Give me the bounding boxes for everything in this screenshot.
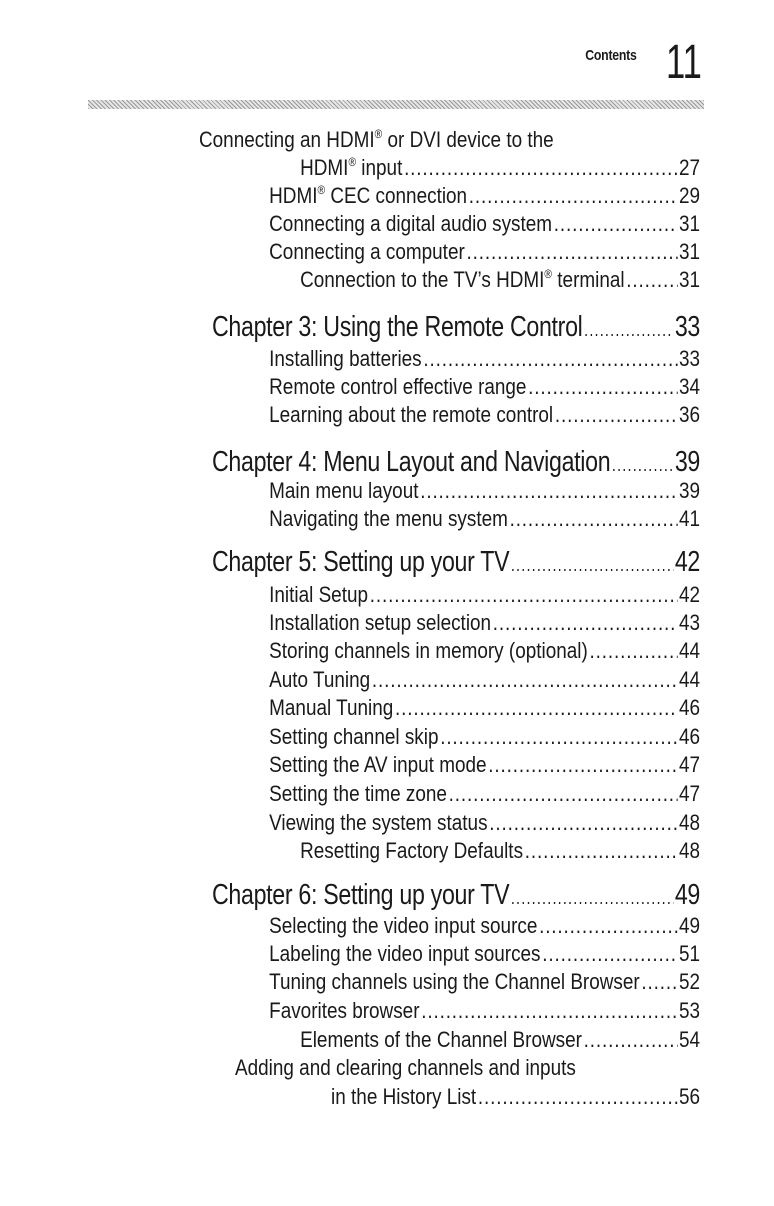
dot-leader: [440, 722, 677, 752]
dot-leader: [528, 372, 677, 402]
dot-leader: [423, 344, 677, 374]
toc-entry[interactable]: [269, 808, 700, 838]
toc-entry[interactable]: [269, 636, 700, 666]
toc-entry-title: Navigating the menu system: [269, 506, 508, 531]
toc-entry-title: Manual Tuning: [269, 695, 394, 720]
toc-entry-page: 36: [678, 402, 700, 427]
dot-leader: [370, 580, 677, 610]
dot-leader: [542, 939, 677, 969]
toc-entry-title: Setting the time zone: [269, 781, 447, 806]
toc-entry-title: Favorites browser: [269, 998, 420, 1023]
toc-entry-title: HDMI® input: [300, 155, 403, 180]
toc-entry-line[interactable]: Adding and clearing channels and inputs: [235, 1055, 576, 1080]
toc-entry-page: 54: [678, 1027, 700, 1052]
toc-entry[interactable]: [269, 181, 700, 211]
dot-leader: [641, 967, 677, 997]
toc-entry-page: 31: [678, 267, 700, 292]
toc-entry[interactable]: [300, 153, 700, 183]
toc-entry[interactable]: [269, 400, 700, 430]
dot-leader: [584, 1025, 678, 1055]
dot-leader: [525, 836, 677, 866]
toc-entry-title: Labeling the video input sources: [269, 941, 541, 966]
toc-entry[interactable]: [300, 265, 700, 295]
dot-leader: [555, 400, 677, 430]
toc-entry-title: Learning about the remote control: [269, 402, 554, 427]
dot-leader: [449, 779, 678, 809]
toc-entry-title: Main menu layout: [269, 478, 419, 503]
chapter-heading[interactable]: [212, 876, 700, 914]
chapter-title: Chapter 4: Menu Layout and Navigation: [212, 446, 611, 478]
toc-entry-title: Auto Tuning: [269, 667, 371, 692]
toc-entry-page: 44: [678, 667, 700, 692]
toc-entry-title: in the History List: [331, 1084, 477, 1109]
toc-entry-page: 31: [678, 239, 700, 264]
toc-entry-title: Viewing the system status: [269, 810, 488, 835]
chapter-page: 49: [674, 879, 700, 911]
toc-entry[interactable]: [269, 996, 700, 1026]
toc-entry-page: 33: [678, 346, 700, 371]
toc-entry[interactable]: [269, 580, 700, 610]
toc-entry[interactable]: [269, 939, 700, 969]
toc-entry[interactable]: [269, 476, 700, 506]
toc-entry-page: 46: [678, 724, 700, 749]
chapter-heading[interactable]: [212, 308, 700, 346]
toc-entry-page: 43: [678, 610, 700, 635]
toc-entry[interactable]: [269, 344, 700, 374]
toc-entry[interactable]: [269, 693, 700, 723]
toc-entry-page: 41: [678, 506, 700, 531]
toc-entry[interactable]: [269, 237, 700, 267]
toc-entry-title: HDMI® CEC connection: [269, 183, 468, 208]
toc-entry-title: Installing batteries: [269, 346, 422, 371]
toc-entry[interactable]: [269, 779, 700, 809]
dot-leader: [510, 504, 678, 534]
dot-leader: [554, 209, 677, 239]
toc-entry-title: Resetting Factory Defaults: [300, 838, 524, 863]
toc-entry[interactable]: [300, 836, 700, 866]
toc-entry[interactable]: [269, 750, 700, 780]
dot-leader: [469, 181, 677, 211]
toc-entry-page: 51: [678, 941, 700, 966]
dot-leader: [466, 237, 677, 267]
dot-leader: [420, 476, 677, 506]
toc-entry-page: 52: [678, 969, 700, 994]
toc-entry-title: Selecting the video input source: [269, 913, 538, 938]
toc-entry[interactable]: [300, 1025, 700, 1055]
chapter-title: Chapter 6: Setting up your TV: [212, 879, 510, 911]
dot-leader: [539, 911, 677, 941]
chapter-title: Chapter 3: Using the Remote Control: [212, 311, 583, 343]
toc-entry-title: Connection to the TV’s HDMI® terminal: [300, 267, 625, 292]
toc-entry-page: 46: [678, 695, 700, 720]
toc-entry-page: 47: [678, 752, 700, 777]
toc-entry-page: 42: [678, 582, 700, 607]
dot-leader: [421, 996, 677, 1026]
dot-leader: [372, 665, 677, 695]
toc-entry-page: 47: [678, 781, 700, 806]
toc-entry-page: 53: [678, 998, 700, 1023]
toc-entry-title: Remote control effective range: [269, 374, 527, 399]
toc-entry-page: 27: [678, 155, 700, 180]
page-number: 11: [666, 36, 702, 89]
toc-entry[interactable]: [269, 911, 700, 941]
toc-entry-title: Tuning channels using the Channel Browser: [269, 969, 640, 994]
toc-entry[interactable]: [269, 209, 700, 239]
toc-entry-page: 29: [678, 183, 700, 208]
chapter-title: Chapter 5: Setting up your TV: [212, 546, 510, 578]
toc-entry-page: 34: [678, 374, 700, 399]
dot-leader: [488, 750, 677, 780]
dot-leader: [478, 1082, 677, 1112]
toc-entry[interactable]: [269, 504, 700, 534]
chapter-page: 39: [674, 446, 700, 478]
toc-entry-page: 44: [678, 638, 700, 663]
chapter-heading[interactable]: [212, 543, 700, 581]
running-header-label: Contents: [585, 47, 637, 64]
toc-entry[interactable]: [331, 1082, 700, 1112]
toc-entry-page: 56: [678, 1084, 700, 1109]
toc-entry-title: Connecting a computer: [269, 239, 465, 264]
toc-entry-page: 49: [678, 913, 700, 938]
toc-entry-page: 48: [678, 838, 700, 863]
chapter-page: 42: [674, 546, 700, 578]
toc-entry[interactable]: [269, 967, 700, 997]
toc-entry-title: Initial Setup: [269, 582, 369, 607]
toc-entry[interactable]: [269, 722, 700, 752]
toc-entry[interactable]: [269, 665, 700, 695]
toc-entry-title: Storing channels in memory (optional): [269, 638, 588, 663]
toc-entry-page: 39: [678, 478, 700, 503]
dot-leader: [590, 636, 678, 666]
toc-entry-title: Elements of the Channel Browser: [300, 1027, 582, 1052]
dot-leader: [493, 608, 677, 638]
toc-entry-title: Installation setup selection: [269, 610, 492, 635]
dot-leader: [489, 808, 677, 838]
dot-leader: [404, 153, 677, 183]
dot-leader: [511, 546, 673, 584]
dot-leader: [626, 265, 677, 295]
toc-entry-page: 48: [678, 810, 700, 835]
chapter-page: 33: [674, 311, 700, 343]
toc-entry-line[interactable]: Connecting an HDMI® or DVI device to the: [199, 127, 554, 152]
toc-entry-title: Setting channel skip: [269, 724, 439, 749]
toc-entry-title: Setting the AV input mode: [269, 752, 487, 777]
toc-entry[interactable]: [269, 372, 700, 402]
toc-entry-title: Connecting a digital audio system: [269, 211, 553, 236]
toc-entry[interactable]: [269, 608, 700, 638]
toc-entry-page: 31: [678, 211, 700, 236]
dot-leader: [395, 693, 677, 723]
